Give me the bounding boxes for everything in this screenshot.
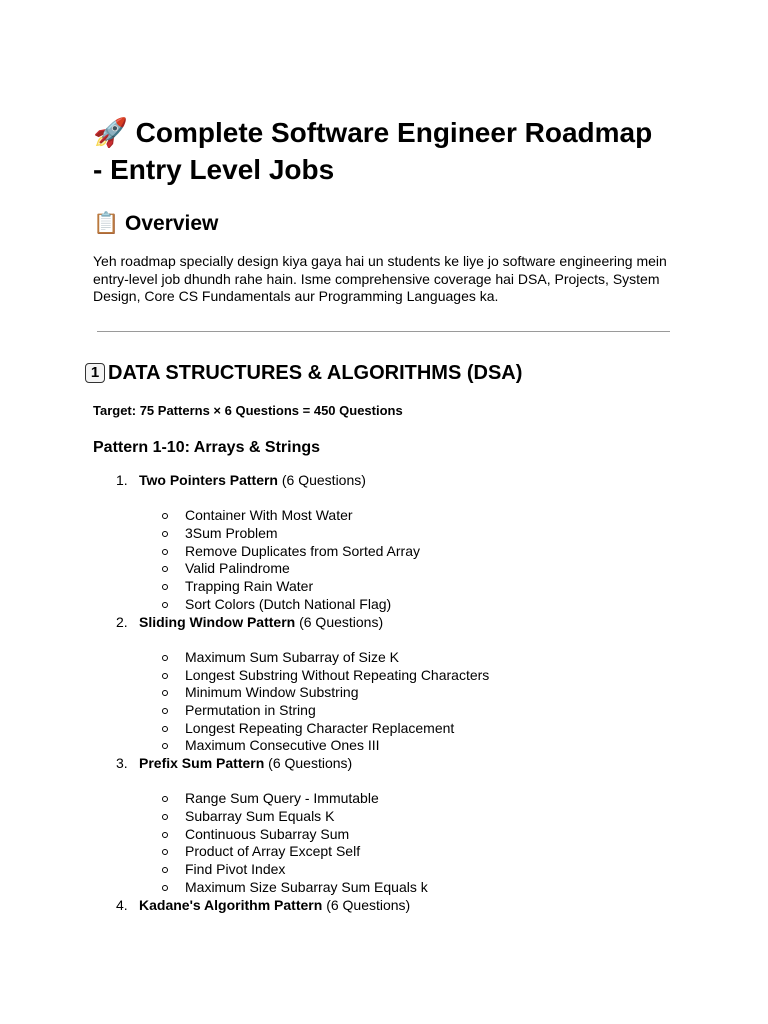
hollow-bullet-icon bbox=[162, 655, 168, 661]
hollow-bullet-icon bbox=[162, 743, 168, 749]
overview-heading-text: Overview bbox=[125, 212, 219, 235]
question-item bbox=[93, 507, 683, 525]
rocket-icon: 🚀 bbox=[93, 116, 128, 149]
overview-heading bbox=[93, 208, 218, 239]
dsa-heading bbox=[85, 359, 522, 387]
pattern-item bbox=[93, 755, 683, 897]
pattern-name: Prefix Sum Pattern bbox=[139, 755, 265, 772]
question-item bbox=[93, 702, 683, 720]
overview-paragraph: Yeh roadmap specially design kiya gaya hai un students ke liye jo software engineering mein entry-level job dhundh rahe hain. Isme comprehensive coverage hai DSA, Projects, System Design, Core CS Fundamentals aur Programming Languages ka. bbox=[93, 253, 667, 305]
page-title-text: Complete Software Engineer Roadmap - Entry Level Jobs bbox=[93, 117, 653, 185]
question-item bbox=[93, 720, 683, 738]
question-list bbox=[93, 507, 683, 613]
horizontal-divider bbox=[97, 331, 670, 332]
list-number: 1. bbox=[116, 472, 128, 488]
pattern-question-count: (6 Questions) bbox=[299, 613, 384, 630]
question-item bbox=[93, 649, 683, 667]
question-item bbox=[93, 578, 683, 596]
question-text: Longest Substring Without Repeating Characters bbox=[185, 666, 490, 683]
question-item bbox=[93, 790, 683, 808]
question-item bbox=[93, 596, 683, 614]
question-item bbox=[93, 861, 683, 879]
question-text: 3Sum Problem bbox=[185, 525, 278, 541]
hollow-bullet-icon bbox=[162, 832, 168, 838]
pattern-item bbox=[93, 472, 683, 614]
clipboard-icon: 📋 bbox=[93, 211, 120, 235]
hollow-bullet-icon bbox=[162, 602, 168, 608]
question-list bbox=[93, 649, 683, 755]
hollow-bullet-icon bbox=[162, 673, 168, 679]
page-title bbox=[93, 114, 653, 188]
question-item bbox=[93, 808, 683, 826]
hollow-bullet-icon bbox=[162, 549, 168, 555]
question-text: Range Sum Query - Immutable bbox=[185, 790, 379, 807]
question-text: Container With Most Water bbox=[185, 507, 353, 524]
hollow-bullet-icon bbox=[162, 796, 168, 802]
pattern-name: Kadane's Algorithm Pattern bbox=[139, 896, 323, 913]
question-item bbox=[93, 560, 683, 578]
hollow-bullet-icon bbox=[162, 566, 168, 572]
question-item bbox=[93, 826, 683, 844]
keycap-one-icon: 1 bbox=[85, 363, 105, 383]
hollow-bullet-icon bbox=[162, 513, 168, 519]
question-text: Minimum Window Substring bbox=[185, 684, 359, 701]
pattern-section-heading: Pattern 1-10: Arrays & Strings bbox=[93, 439, 321, 456]
question-text: Find Pivot Index bbox=[185, 861, 286, 878]
question-item bbox=[93, 543, 683, 561]
pattern-list bbox=[93, 472, 683, 914]
dsa-heading-text: DATA STRUCTURES & ALGORITHMS (DSA) bbox=[108, 362, 523, 384]
question-text: Maximum Consecutive Ones III bbox=[185, 737, 380, 754]
question-text: Trapping Rain Water bbox=[185, 578, 314, 595]
pattern-question-count: (6 Questions) bbox=[268, 755, 353, 772]
question-text: Maximum Sum Subarray of Size K bbox=[185, 648, 399, 665]
hollow-bullet-icon bbox=[162, 690, 168, 696]
question-item bbox=[93, 684, 683, 702]
list-number: 4. bbox=[116, 896, 128, 913]
question-text: Maximum Size Subarray Sum Equals k bbox=[185, 878, 428, 895]
hollow-bullet-icon bbox=[162, 531, 168, 537]
hollow-bullet-icon bbox=[162, 867, 168, 873]
hollow-bullet-icon bbox=[162, 849, 168, 855]
question-item bbox=[93, 525, 683, 543]
question-text: Continuous Subarray Sum bbox=[185, 825, 350, 842]
hollow-bullet-icon bbox=[162, 726, 168, 732]
hollow-bullet-icon bbox=[162, 708, 168, 714]
hollow-bullet-icon bbox=[162, 814, 168, 820]
pattern-item bbox=[93, 614, 683, 756]
question-text: Product of Array Except Self bbox=[185, 843, 361, 860]
question-item bbox=[93, 843, 683, 861]
hollow-bullet-icon bbox=[162, 885, 168, 891]
question-item bbox=[93, 879, 683, 897]
question-text: Sort Colors (Dutch National Flag) bbox=[185, 595, 392, 612]
pattern-title-line bbox=[93, 614, 683, 632]
pattern-title-line bbox=[93, 897, 683, 915]
pattern-item bbox=[93, 897, 683, 915]
pattern-title-line bbox=[93, 472, 683, 490]
question-text: Valid Palindrome bbox=[185, 560, 290, 577]
question-text: Subarray Sum Equals K bbox=[185, 808, 335, 825]
pattern-question-count: (6 Questions) bbox=[281, 472, 366, 488]
pattern-name: Sliding Window Pattern bbox=[139, 613, 296, 630]
question-text: Longest Repeating Character Replacement bbox=[185, 719, 455, 736]
target-statement: Target: 75 Patterns × 6 Questions = 450 Questions bbox=[93, 403, 403, 418]
question-item bbox=[93, 737, 683, 755]
question-text: Remove Duplicates from Sorted Array bbox=[185, 542, 420, 559]
pattern-title-line bbox=[93, 755, 683, 773]
hollow-bullet-icon bbox=[162, 584, 168, 590]
question-list bbox=[93, 790, 683, 896]
question-item bbox=[93, 667, 683, 685]
list-number: 2. bbox=[116, 613, 128, 630]
question-text: Permutation in String bbox=[185, 701, 316, 718]
pattern-question-count: (6 Questions) bbox=[326, 896, 411, 913]
pattern-name: Two Pointers Pattern bbox=[139, 472, 278, 488]
list-number: 3. bbox=[116, 755, 128, 772]
